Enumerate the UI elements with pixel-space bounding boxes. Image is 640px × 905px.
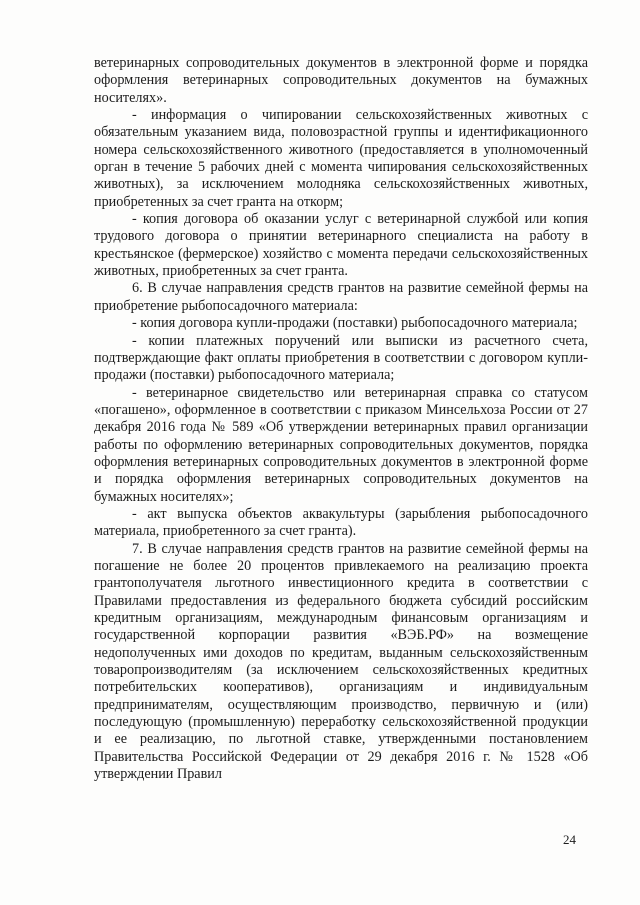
paragraph: - копии платежных поручений или выписки из расчетного счета, подтверждающие факт оплаты приобретения в соответствии с договором купли-продажи (поставки) рыбопосадочного материала; <box>94 332 588 384</box>
document-body <box>94 55 588 783</box>
paragraph: - копия договора об оказании услуг с ветеринарной службой или копия трудового договора о принятии ветеринарного специалиста на работу в крестьянское (фермерское) хозяйство с момента передачи сельскохозяйственных животных, приобретенных за счет гранта. <box>94 211 588 280</box>
paragraph: - информация о чипировании сельскохозяйственных животных с обязательным указанием вида, половозрастной группы и идентификационного номера сельскохозяйственного животного (предоставляется в уполномоченный орган в течение 5 рабочих дней с момента чипирования сельскохозяйственных животных), за исключением молодняка сельскохозяйственных животных, приобретенных за счет гранта на откорм; <box>94 107 588 210</box>
paragraph: 7. В случае направления средств грантов на развитие семейной фермы на погашение не более 20 процентов привлекаемого на реализацию проекта грантополучателя льготного инвестиционного кредита в соответствии с Правилами предоставления из федерального бюджета субсидий российским кредитным организациям, международным финансовым организациям и государственной корпорации развития «ВЭБ.РФ» на возмещение недополученных ими доходов по кредитам, выданным сельскохозяйственным товаропроизводителям (за исключением сельскохозяйственных кредитных потребительских кооперативов), организациям и индивидуальным предпринимателям, осуществляющим производство, первичную и (или) последующую (промышленную) переработку сельскохозяйственной продукции и ее реализацию, по льготной ставке, утвержденными постановлением Правительства Российской Федерации от 29 декабря 2016 г. № 1528 «Об утверждении Правил <box>94 540 588 783</box>
paragraph: 6. В случае направления средств грантов на развитие семейной фермы на приобретение рыбопосадочного материала: <box>94 280 588 314</box>
paragraph: - копия договора купли-продажи (поставки) рыбопосадочного материала; <box>132 315 578 332</box>
paragraph: - акт выпуска объектов аквакультуры (зарыбления рыбопосадочного материала, приобретенного за счет гранта). <box>94 505 588 540</box>
page-number: 24 <box>563 832 576 847</box>
paragraph: - ветеринарное свидетельство или ветеринарная справка со статусом «погашено», оформленное в соответствии с приказом Минсельхоза России от 27 декабря 2016 года № 589 «Об утверждении ветеринарных правил организации работы по оформлению ветеринарных сопроводительных документов, порядка оформления ветеринарных сопроводительных документов в электронной форме и порядка оформления ветеринарных сопроводительных документов на бумажных носителях»; <box>94 384 588 505</box>
paragraph: ветеринарных сопроводительных документов в электронной форме и порядка оформления ветеринарных сопроводительных документов на бумажных носителях». <box>94 55 588 106</box>
